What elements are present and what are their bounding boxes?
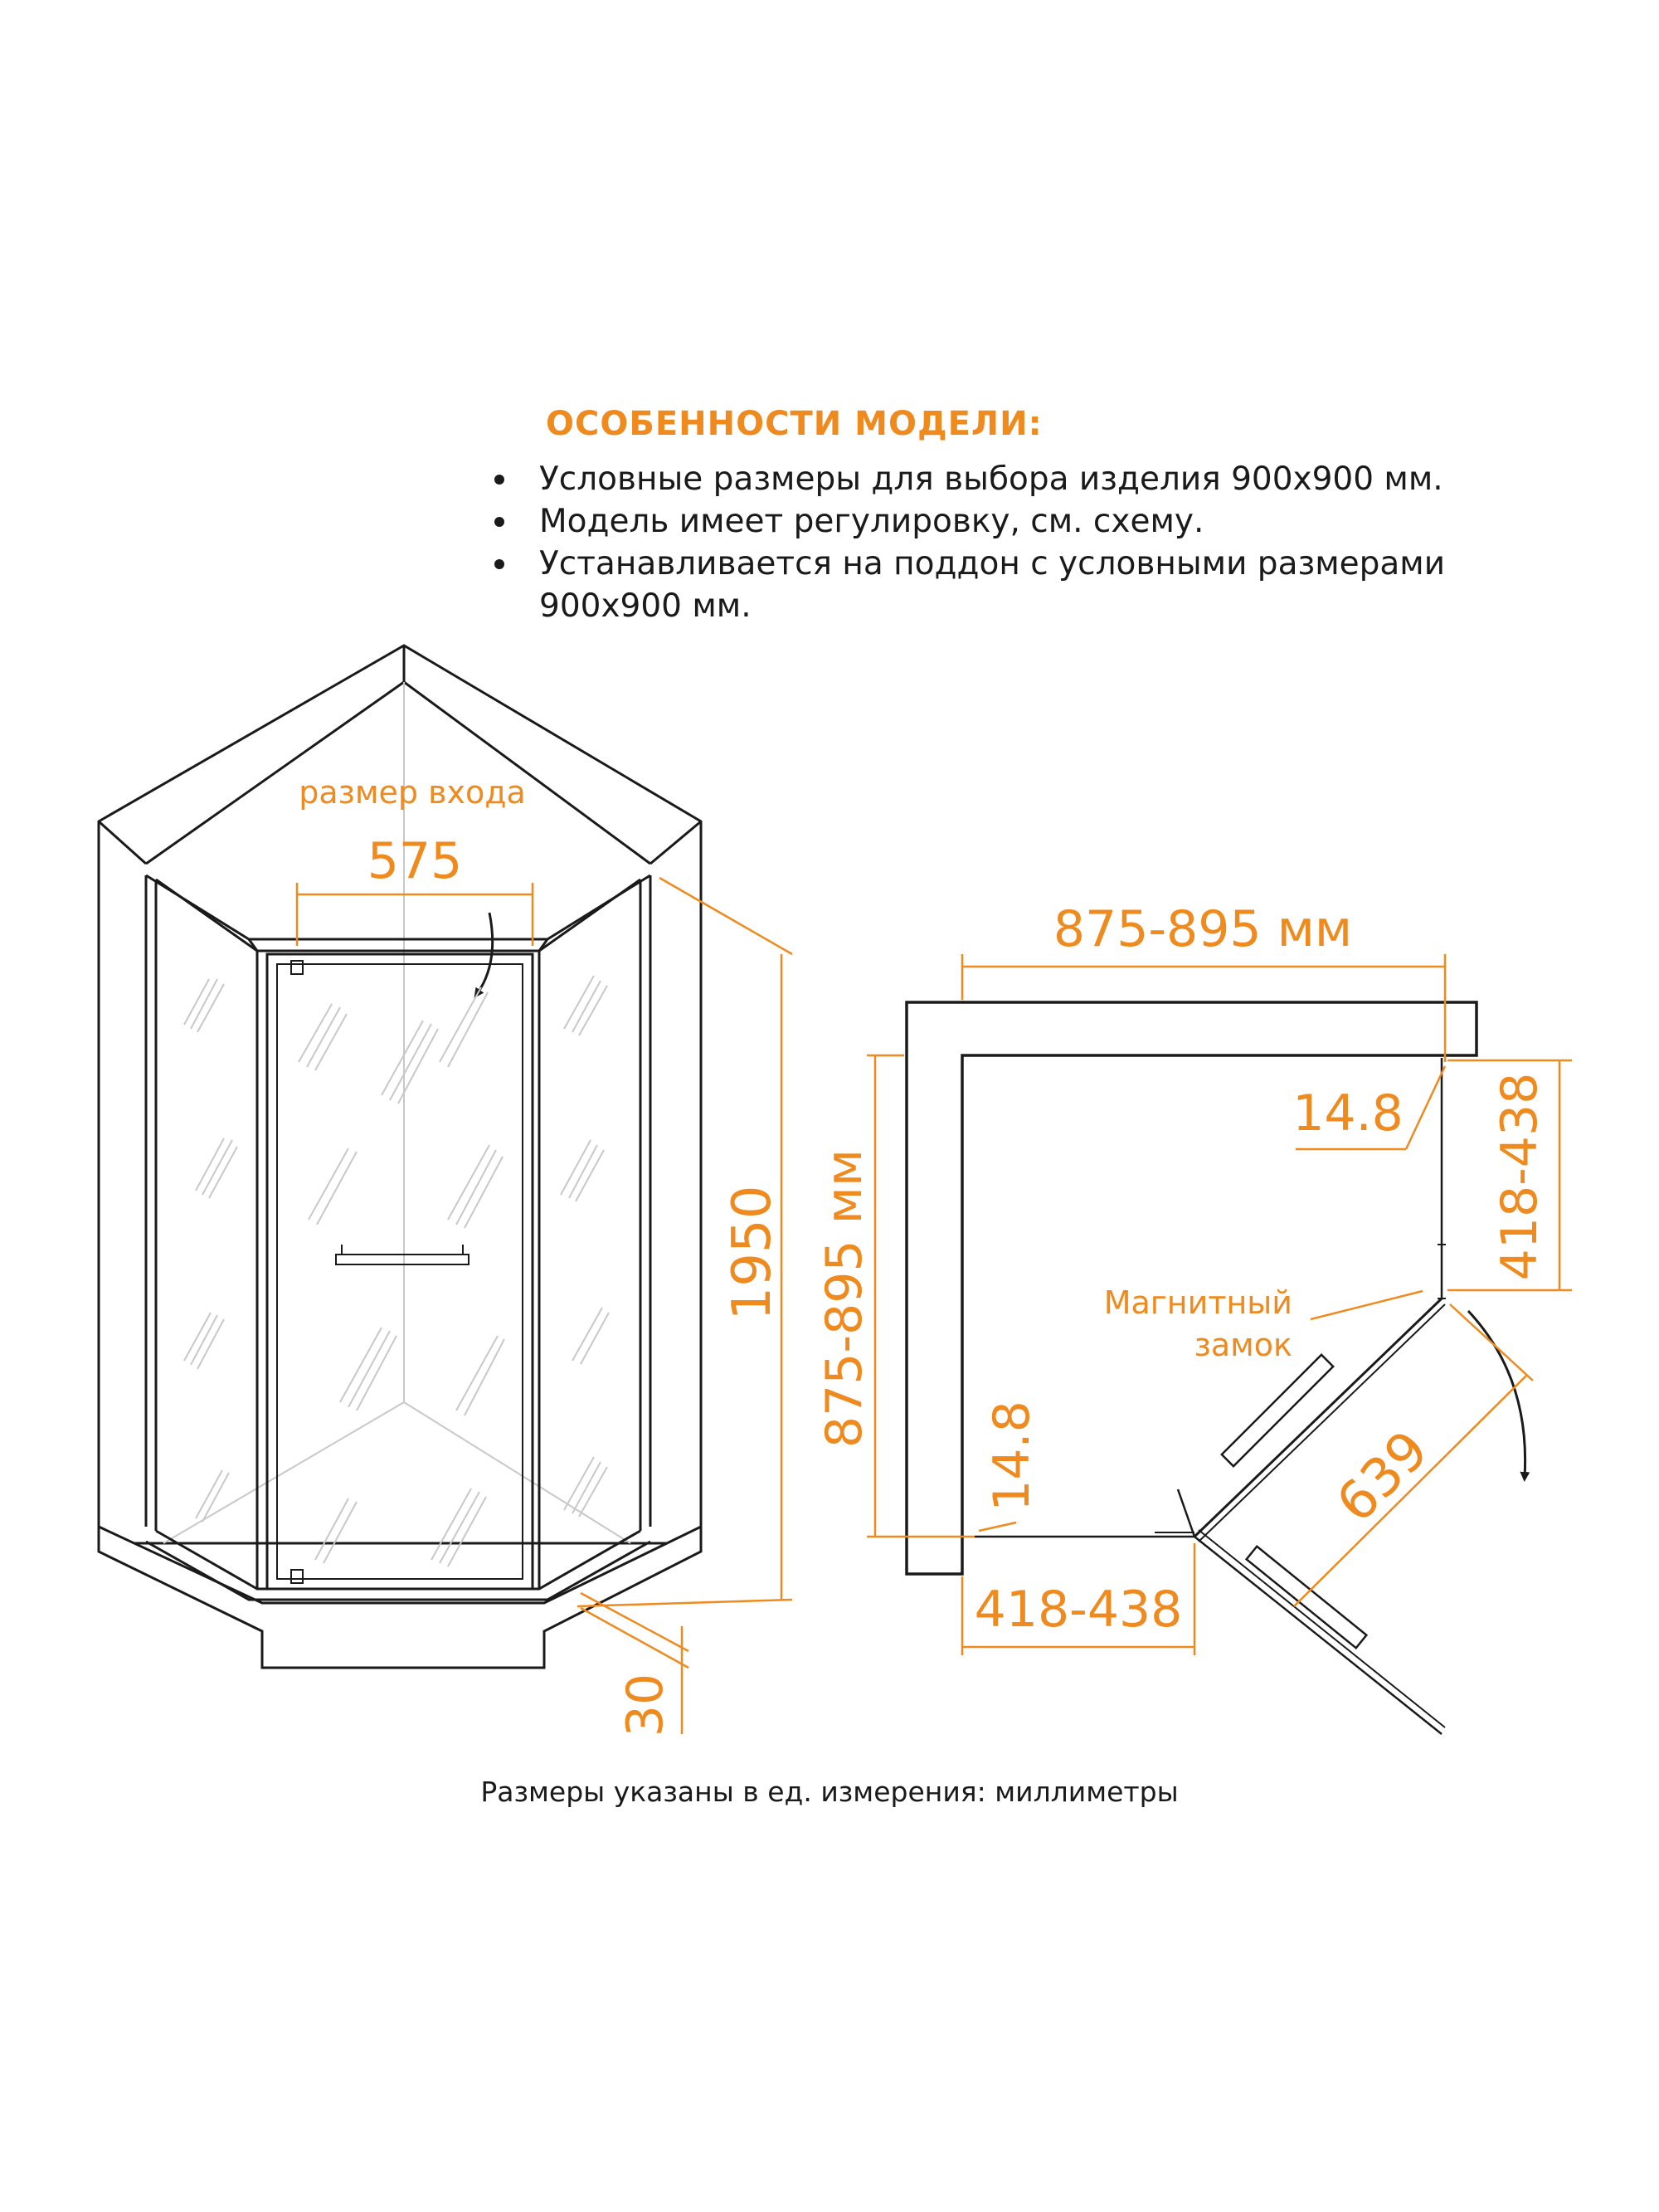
- side-depth-dim: 875-895 мм: [815, 1148, 873, 1449]
- list-item: Условные размеры для выбора изделия 900x900 мм.: [494, 458, 1556, 500]
- magnet-label-2: замок: [1194, 1327, 1292, 1363]
- features-title: ОСОБЕННОСТИ МОДЕЛИ:: [546, 405, 1043, 443]
- bottom-fixed-dim: 418-438: [974, 1581, 1183, 1639]
- plan-swing-arrow: [1468, 1311, 1525, 1477]
- magnet-label-1: Магнитный: [1103, 1284, 1292, 1321]
- list-item: Устанавливается на поддон с условными размерами 900x900 мм.: [494, 543, 1556, 627]
- hinge-bottom: [291, 1570, 303, 1583]
- list-item: Модель имеет регулировку, см. схему.: [494, 500, 1556, 543]
- door-panel: [267, 954, 533, 1589]
- door-handle: [336, 1255, 469, 1264]
- hinge-top: [291, 961, 303, 974]
- door-width-dim: 639: [1325, 1419, 1441, 1535]
- units-note: Размеры указаны в ед. измерения: миллиметры: [480, 1776, 1179, 1808]
- height-dim: 1950: [722, 1185, 783, 1321]
- gap-top-dim: 14.8: [1292, 1084, 1404, 1143]
- entrance-label: размер входа: [299, 774, 526, 811]
- glass-pattern: [184, 976, 609, 1566]
- right-fixed-dim: 418-438: [1491, 1072, 1549, 1281]
- entrance-width: 575: [367, 832, 463, 890]
- door-open: [1194, 1537, 1442, 1734]
- wall-width-dim: 875-895 мм: [1053, 900, 1353, 958]
- tray-height-dim: 30: [616, 1673, 674, 1737]
- gap-left-dim: 14.8: [983, 1401, 1041, 1512]
